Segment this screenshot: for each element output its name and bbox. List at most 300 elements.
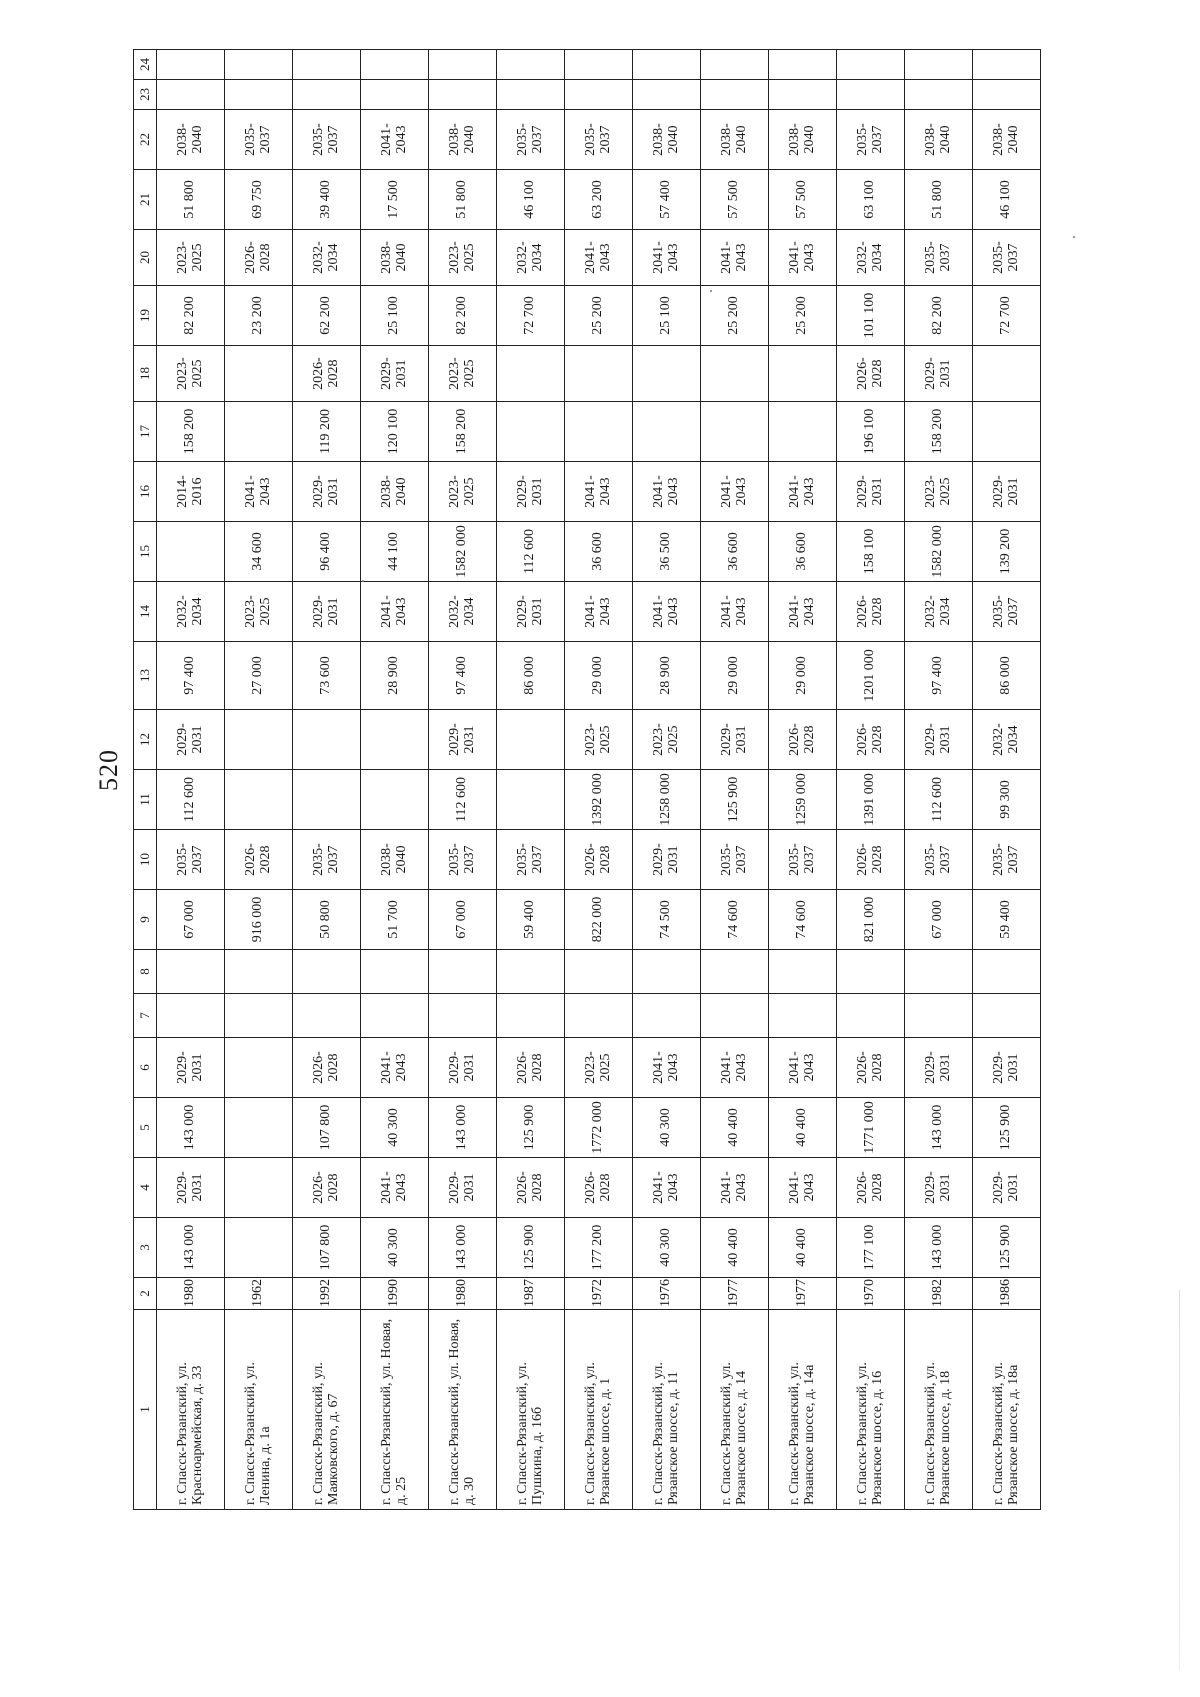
value-cell: 2041-2043 bbox=[769, 1158, 837, 1218]
value-cell bbox=[837, 80, 905, 110]
value-cell: 57 500 bbox=[769, 170, 837, 230]
value-cell: 86 000 bbox=[497, 642, 565, 710]
value-cell: 2035-2037 bbox=[565, 110, 633, 170]
value-cell: 1980 bbox=[429, 1278, 497, 1310]
value-cell: 2026-2028 bbox=[565, 830, 633, 890]
value-cell: 2032-2034 bbox=[157, 582, 225, 642]
value-cell: 2035-2037 bbox=[973, 830, 1041, 890]
value-cell: 143 000 bbox=[429, 1218, 497, 1278]
value-cell bbox=[565, 994, 633, 1038]
column-number-16: 16 bbox=[134, 462, 157, 522]
housing-repair-table bbox=[133, 49, 1041, 1510]
value-cell: 143 000 bbox=[157, 1098, 225, 1158]
value-cell: 2029-2031 bbox=[429, 1158, 497, 1218]
address-cell: г. Спасск-Рязанский, ул. Маяковского, д. 67 bbox=[293, 1310, 361, 1510]
value-cell: 120 100 bbox=[361, 402, 429, 462]
value-cell: 101 100 bbox=[837, 286, 905, 346]
value-cell: 119 200 bbox=[293, 402, 361, 462]
value-cell: 82 200 bbox=[157, 286, 225, 346]
value-cell: 2041-2043 bbox=[701, 582, 769, 642]
value-cell: 28 900 bbox=[361, 642, 429, 710]
value-cell: 51 800 bbox=[157, 170, 225, 230]
value-cell bbox=[429, 80, 497, 110]
column-number-6: 6 bbox=[134, 1038, 157, 1098]
address-cell: г. Спасск-Рязанский, ул. Рязанское шоссе, д. 14 bbox=[701, 1310, 769, 1510]
value-cell: 2026-2028 bbox=[565, 1158, 633, 1218]
address-cell: г. Спасск-Рязанский, ул. Ленина, д. 1а bbox=[225, 1310, 293, 1510]
value-cell: 143 000 bbox=[905, 1098, 973, 1158]
value-cell bbox=[157, 80, 225, 110]
value-cell: 2032-2034 bbox=[905, 582, 973, 642]
value-cell bbox=[565, 80, 633, 110]
value-cell: 2035-2037 bbox=[293, 110, 361, 170]
value-cell: 916 000 bbox=[225, 890, 293, 950]
value-cell: 2026-2028 bbox=[837, 710, 905, 770]
value-cell bbox=[361, 994, 429, 1038]
value-cell: 1582 000 bbox=[905, 522, 973, 582]
value-cell bbox=[225, 994, 293, 1038]
column-number-15: 15 bbox=[134, 522, 157, 582]
value-cell: 28 900 bbox=[633, 642, 701, 710]
value-cell: 97 400 bbox=[429, 642, 497, 710]
value-cell: 40 300 bbox=[361, 1098, 429, 1158]
value-cell bbox=[701, 950, 769, 994]
column-number-23: 23 bbox=[134, 80, 157, 110]
column-number-9: 9 bbox=[134, 890, 157, 950]
value-cell: 1987 bbox=[497, 1278, 565, 1310]
column-number-21: 21 bbox=[134, 170, 157, 230]
page-number: 520 bbox=[94, 749, 123, 791]
value-cell: 27 000 bbox=[225, 642, 293, 710]
value-cell bbox=[225, 950, 293, 994]
value-cell: 112 600 bbox=[497, 522, 565, 582]
column-number-8: 8 bbox=[134, 950, 157, 994]
address-cell: г. Спасск-Рязанский, ул. Рязанское шоссе, д. 1 bbox=[565, 1310, 633, 1510]
value-cell bbox=[973, 950, 1041, 994]
value-cell: 158 100 bbox=[837, 522, 905, 582]
value-cell bbox=[973, 402, 1041, 462]
value-cell: 1982 bbox=[905, 1278, 973, 1310]
value-cell: 23 200 bbox=[225, 286, 293, 346]
value-cell: 112 600 bbox=[429, 770, 497, 830]
value-cell bbox=[225, 50, 293, 80]
value-cell: 2029-2031 bbox=[905, 710, 973, 770]
value-cell bbox=[225, 1098, 293, 1158]
value-cell bbox=[429, 994, 497, 1038]
value-cell: 2029-2031 bbox=[837, 462, 905, 522]
value-cell: 177 200 bbox=[565, 1218, 633, 1278]
column-number-1: 1 bbox=[134, 1310, 157, 1510]
scan-speck bbox=[710, 290, 712, 292]
value-cell bbox=[361, 710, 429, 770]
value-cell: 2029-2031 bbox=[973, 1038, 1041, 1098]
value-cell: 2026-2028 bbox=[293, 1158, 361, 1218]
value-cell: 74 500 bbox=[633, 890, 701, 950]
value-cell: 2041-2043 bbox=[633, 1158, 701, 1218]
value-cell: 2035-2037 bbox=[225, 110, 293, 170]
value-cell bbox=[157, 50, 225, 80]
table-row bbox=[157, 50, 225, 1510]
value-cell: 2029-2031 bbox=[905, 1158, 973, 1218]
value-cell: 2032-2034 bbox=[293, 230, 361, 286]
value-cell: 125 900 bbox=[973, 1218, 1041, 1278]
value-cell: 34 600 bbox=[225, 522, 293, 582]
value-cell bbox=[769, 402, 837, 462]
value-cell: 44 100 bbox=[361, 522, 429, 582]
value-cell: 2032-2034 bbox=[973, 710, 1041, 770]
value-cell: 2041-2043 bbox=[701, 1038, 769, 1098]
value-cell: 2014-2016 bbox=[157, 462, 225, 522]
value-cell bbox=[361, 770, 429, 830]
column-number-17: 17 bbox=[134, 402, 157, 462]
address-cell: г. Спасск-Рязанский, ул. Рязанское шоссе, д. 14а bbox=[769, 1310, 837, 1510]
value-cell: 67 000 bbox=[429, 890, 497, 950]
value-cell bbox=[769, 80, 837, 110]
value-cell: 2029-2031 bbox=[701, 710, 769, 770]
value-cell: 86 000 bbox=[973, 642, 1041, 710]
value-cell: 2023-2025 bbox=[157, 230, 225, 286]
value-cell: 1980 bbox=[157, 1278, 225, 1310]
table-row bbox=[905, 50, 973, 1510]
value-cell bbox=[701, 402, 769, 462]
value-cell: 112 600 bbox=[905, 770, 973, 830]
address-cell: г. Спасск-Рязанский, ул. Рязанское шоссе, д. 18а bbox=[973, 1310, 1041, 1510]
value-cell: 2035-2037 bbox=[769, 830, 837, 890]
value-cell: 822 000 bbox=[565, 890, 633, 950]
value-cell: 2035-2037 bbox=[701, 830, 769, 890]
value-cell: 2023-2025 bbox=[565, 710, 633, 770]
value-cell: 2023-2025 bbox=[633, 710, 701, 770]
value-cell: 25 100 bbox=[361, 286, 429, 346]
value-cell: 40 400 bbox=[701, 1098, 769, 1158]
value-cell bbox=[497, 346, 565, 402]
value-cell: 158 200 bbox=[429, 402, 497, 462]
value-cell bbox=[565, 50, 633, 80]
value-cell: 97 400 bbox=[905, 642, 973, 710]
table-row bbox=[225, 50, 293, 1510]
value-cell: 2026-2028 bbox=[225, 230, 293, 286]
value-cell bbox=[633, 402, 701, 462]
column-number-row bbox=[134, 50, 157, 1510]
value-cell: 74 600 bbox=[701, 890, 769, 950]
column-number-14: 14 bbox=[134, 582, 157, 642]
table-row bbox=[293, 50, 361, 1510]
value-cell: 2023-2025 bbox=[225, 582, 293, 642]
value-cell bbox=[225, 1038, 293, 1098]
value-cell bbox=[905, 80, 973, 110]
value-cell: 177 100 bbox=[837, 1218, 905, 1278]
value-cell: 63 200 bbox=[565, 170, 633, 230]
value-cell: 2041-2043 bbox=[633, 1038, 701, 1098]
value-cell: 158 200 bbox=[905, 402, 973, 462]
value-cell: 36 500 bbox=[633, 522, 701, 582]
value-cell: 2023-2025 bbox=[429, 462, 497, 522]
value-cell: 2029-2031 bbox=[293, 582, 361, 642]
value-cell: 40 300 bbox=[633, 1098, 701, 1158]
value-cell: 29 000 bbox=[565, 642, 633, 710]
value-cell: 73 600 bbox=[293, 642, 361, 710]
value-cell: 57 500 bbox=[701, 170, 769, 230]
value-cell bbox=[293, 80, 361, 110]
value-cell: 143 000 bbox=[429, 1098, 497, 1158]
value-cell bbox=[157, 522, 225, 582]
rotated-table-wrapper bbox=[133, 49, 1041, 1510]
value-cell: 2038-2040 bbox=[633, 110, 701, 170]
value-cell: 25 200 bbox=[565, 286, 633, 346]
value-cell: 2035-2037 bbox=[157, 830, 225, 890]
value-cell: 25 100 bbox=[633, 286, 701, 346]
value-cell: 57 400 bbox=[633, 170, 701, 230]
value-cell bbox=[565, 402, 633, 462]
address-cell: г. Спасск-Рязанский, ул. Рязанское шоссе, д. 18 bbox=[905, 1310, 973, 1510]
table-row bbox=[769, 50, 837, 1510]
value-cell: 2026-2028 bbox=[837, 582, 905, 642]
value-cell bbox=[769, 346, 837, 402]
value-cell: 2035-2037 bbox=[429, 830, 497, 890]
value-cell: 821 000 bbox=[837, 890, 905, 950]
value-cell: 112 600 bbox=[157, 770, 225, 830]
value-cell: 2029-2031 bbox=[905, 1038, 973, 1098]
value-cell bbox=[701, 80, 769, 110]
value-cell bbox=[497, 50, 565, 80]
value-cell: 2023-2025 bbox=[565, 1038, 633, 1098]
value-cell: 1972 bbox=[565, 1278, 633, 1310]
value-cell: 2041-2043 bbox=[361, 1158, 429, 1218]
address-cell: г. Спасск-Рязанский, ул. Новая, д. 30 bbox=[429, 1310, 497, 1510]
value-cell: 51 800 bbox=[905, 170, 973, 230]
value-cell: 2029-2031 bbox=[293, 462, 361, 522]
value-cell: 40 400 bbox=[769, 1218, 837, 1278]
value-cell: 50 800 bbox=[293, 890, 361, 950]
value-cell: 1201 000 bbox=[837, 642, 905, 710]
value-cell: 2035-2037 bbox=[497, 830, 565, 890]
value-cell: 196 100 bbox=[837, 402, 905, 462]
value-cell: 2029-2031 bbox=[429, 710, 497, 770]
value-cell bbox=[905, 50, 973, 80]
value-cell: 2026-2028 bbox=[225, 830, 293, 890]
value-cell: 69 750 bbox=[225, 170, 293, 230]
value-cell: 74 600 bbox=[769, 890, 837, 950]
value-cell bbox=[497, 402, 565, 462]
address-cell: г. Спасск-Рязанский, ул. Рязанское шоссе, д. 11 bbox=[633, 1310, 701, 1510]
value-cell: 2029-2031 bbox=[429, 1038, 497, 1098]
column-number-2: 2 bbox=[134, 1278, 157, 1310]
scan-speck bbox=[1073, 236, 1075, 238]
value-cell bbox=[225, 1158, 293, 1218]
column-number-20: 20 bbox=[134, 230, 157, 286]
value-cell bbox=[973, 994, 1041, 1038]
value-cell: 2041-2043 bbox=[565, 582, 633, 642]
value-cell: 36 600 bbox=[701, 522, 769, 582]
value-cell: 72 700 bbox=[497, 286, 565, 346]
value-cell bbox=[701, 50, 769, 80]
value-cell: 2035-2037 bbox=[905, 830, 973, 890]
value-cell: 2023-2025 bbox=[157, 346, 225, 402]
value-cell: 62 200 bbox=[293, 286, 361, 346]
value-cell: 1772 000 bbox=[565, 1098, 633, 1158]
value-cell: 2035-2037 bbox=[973, 230, 1041, 286]
value-cell: 1391 000 bbox=[837, 770, 905, 830]
value-cell bbox=[225, 710, 293, 770]
value-cell bbox=[701, 994, 769, 1038]
value-cell: 2035-2037 bbox=[973, 582, 1041, 642]
value-cell: 2026-2028 bbox=[293, 1038, 361, 1098]
value-cell: 143 000 bbox=[905, 1218, 973, 1278]
value-cell: 46 100 bbox=[497, 170, 565, 230]
value-cell: 2038-2040 bbox=[361, 230, 429, 286]
value-cell: 1986 bbox=[973, 1278, 1041, 1310]
value-cell: 2026-2028 bbox=[769, 710, 837, 770]
value-cell: 2038-2040 bbox=[429, 110, 497, 170]
value-cell: 40 400 bbox=[701, 1218, 769, 1278]
value-cell: 72 700 bbox=[973, 286, 1041, 346]
value-cell: 2041-2043 bbox=[361, 110, 429, 170]
value-cell bbox=[225, 1218, 293, 1278]
value-cell: 1258 000 bbox=[633, 770, 701, 830]
value-cell: 2023-2025 bbox=[429, 230, 497, 286]
value-cell: 2041-2043 bbox=[701, 1158, 769, 1218]
value-cell: 2038-2040 bbox=[361, 830, 429, 890]
column-number-22: 22 bbox=[134, 110, 157, 170]
value-cell: 25 200 bbox=[769, 286, 837, 346]
column-number-11: 11 bbox=[134, 770, 157, 830]
value-cell: 2029-2031 bbox=[633, 830, 701, 890]
value-cell bbox=[633, 346, 701, 402]
value-cell: 2029-2031 bbox=[905, 346, 973, 402]
value-cell bbox=[837, 994, 905, 1038]
value-cell: 96 400 bbox=[293, 522, 361, 582]
value-cell bbox=[769, 50, 837, 80]
table-row bbox=[497, 50, 565, 1510]
value-cell: 36 600 bbox=[769, 522, 837, 582]
value-cell bbox=[905, 994, 973, 1038]
value-cell: 107 800 bbox=[293, 1218, 361, 1278]
value-cell: 36 600 bbox=[565, 522, 633, 582]
value-cell: 2032-2034 bbox=[429, 582, 497, 642]
value-cell: 2026-2028 bbox=[497, 1038, 565, 1098]
column-number-12: 12 bbox=[134, 710, 157, 770]
value-cell: 25 200 bbox=[701, 286, 769, 346]
value-cell: 59 400 bbox=[497, 890, 565, 950]
value-cell: 2038-2040 bbox=[157, 110, 225, 170]
value-cell: 1976 bbox=[633, 1278, 701, 1310]
value-cell: 2041-2043 bbox=[565, 462, 633, 522]
value-cell: 1259 000 bbox=[769, 770, 837, 830]
value-cell bbox=[973, 80, 1041, 110]
value-cell bbox=[225, 346, 293, 402]
value-cell: 2029-2031 bbox=[157, 1158, 225, 1218]
value-cell bbox=[973, 50, 1041, 80]
value-cell: 97 400 bbox=[157, 642, 225, 710]
value-cell: 143 000 bbox=[157, 1218, 225, 1278]
value-cell bbox=[633, 950, 701, 994]
value-cell: 2041-2043 bbox=[769, 582, 837, 642]
value-cell bbox=[701, 346, 769, 402]
value-cell: 2041-2043 bbox=[769, 462, 837, 522]
value-cell bbox=[361, 80, 429, 110]
value-cell: 2041-2043 bbox=[769, 230, 837, 286]
address-cell: г. Спасск-Рязанский, ул. Пушкина, д. 16б bbox=[497, 1310, 565, 1510]
table-row bbox=[565, 50, 633, 1510]
value-cell: 46 100 bbox=[973, 170, 1041, 230]
value-cell: 2035-2037 bbox=[837, 110, 905, 170]
value-cell: 2041-2043 bbox=[361, 1038, 429, 1098]
table-body bbox=[157, 50, 1041, 1510]
column-number-24: 24 bbox=[134, 50, 157, 80]
value-cell: 2026-2028 bbox=[497, 1158, 565, 1218]
value-cell: 2038-2040 bbox=[769, 110, 837, 170]
value-cell: 1962 bbox=[225, 1278, 293, 1310]
value-cell: 2038-2040 bbox=[905, 110, 973, 170]
value-cell: 2032-2034 bbox=[497, 230, 565, 286]
column-number-4: 4 bbox=[134, 1158, 157, 1218]
value-cell: 2041-2043 bbox=[225, 462, 293, 522]
value-cell: 1992 bbox=[293, 1278, 361, 1310]
value-cell: 2038-2040 bbox=[973, 110, 1041, 170]
value-cell: 2029-2031 bbox=[497, 582, 565, 642]
column-number-7: 7 bbox=[134, 994, 157, 1038]
value-cell: 29 000 bbox=[701, 642, 769, 710]
value-cell bbox=[769, 950, 837, 994]
value-cell: 2026-2028 bbox=[837, 830, 905, 890]
value-cell: 2029-2031 bbox=[497, 462, 565, 522]
column-number-3: 3 bbox=[134, 1218, 157, 1278]
value-cell bbox=[837, 50, 905, 80]
value-cell: 139 200 bbox=[973, 522, 1041, 582]
value-cell: 2026-2028 bbox=[293, 346, 361, 402]
value-cell bbox=[565, 950, 633, 994]
value-cell: 2032-2034 bbox=[837, 230, 905, 286]
column-number-18: 18 bbox=[134, 346, 157, 402]
table-row bbox=[837, 50, 905, 1510]
value-cell: 2041-2043 bbox=[633, 462, 701, 522]
value-cell bbox=[225, 402, 293, 462]
scan-speck bbox=[362, 580, 364, 582]
column-number-19: 19 bbox=[134, 286, 157, 346]
address-cell: г. Спасск-Рязанский, ул. Новая, д. 25 bbox=[361, 1310, 429, 1510]
value-cell: 1990 bbox=[361, 1278, 429, 1310]
value-cell: 125 900 bbox=[497, 1098, 565, 1158]
value-cell: 158 200 bbox=[157, 402, 225, 462]
value-cell: 2041-2043 bbox=[701, 230, 769, 286]
value-cell: 40 400 bbox=[769, 1098, 837, 1158]
value-cell: 2023-2025 bbox=[905, 462, 973, 522]
address-cell: г. Спасск-Рязанский, ул. Рязанское шоссе, д. 16 bbox=[837, 1310, 905, 1510]
value-cell bbox=[293, 994, 361, 1038]
column-number-5: 5 bbox=[134, 1098, 157, 1158]
value-cell: 67 000 bbox=[157, 890, 225, 950]
value-cell: 29 000 bbox=[769, 642, 837, 710]
value-cell: 1977 bbox=[701, 1278, 769, 1310]
value-cell bbox=[633, 994, 701, 1038]
value-cell: 2038-2040 bbox=[701, 110, 769, 170]
value-cell: 51 700 bbox=[361, 890, 429, 950]
value-cell bbox=[497, 994, 565, 1038]
value-cell bbox=[905, 950, 973, 994]
value-cell: 125 900 bbox=[701, 770, 769, 830]
value-cell: 2029-2031 bbox=[361, 346, 429, 402]
value-cell bbox=[157, 950, 225, 994]
value-cell bbox=[837, 950, 905, 994]
scan-edge bbox=[1179, 1290, 1180, 1670]
value-cell bbox=[633, 80, 701, 110]
value-cell bbox=[769, 994, 837, 1038]
value-cell: 40 300 bbox=[361, 1218, 429, 1278]
value-cell: 99 300 bbox=[973, 770, 1041, 830]
value-cell: 2026-2028 bbox=[837, 1158, 905, 1218]
value-cell: 2029-2031 bbox=[973, 1158, 1041, 1218]
value-cell bbox=[633, 50, 701, 80]
